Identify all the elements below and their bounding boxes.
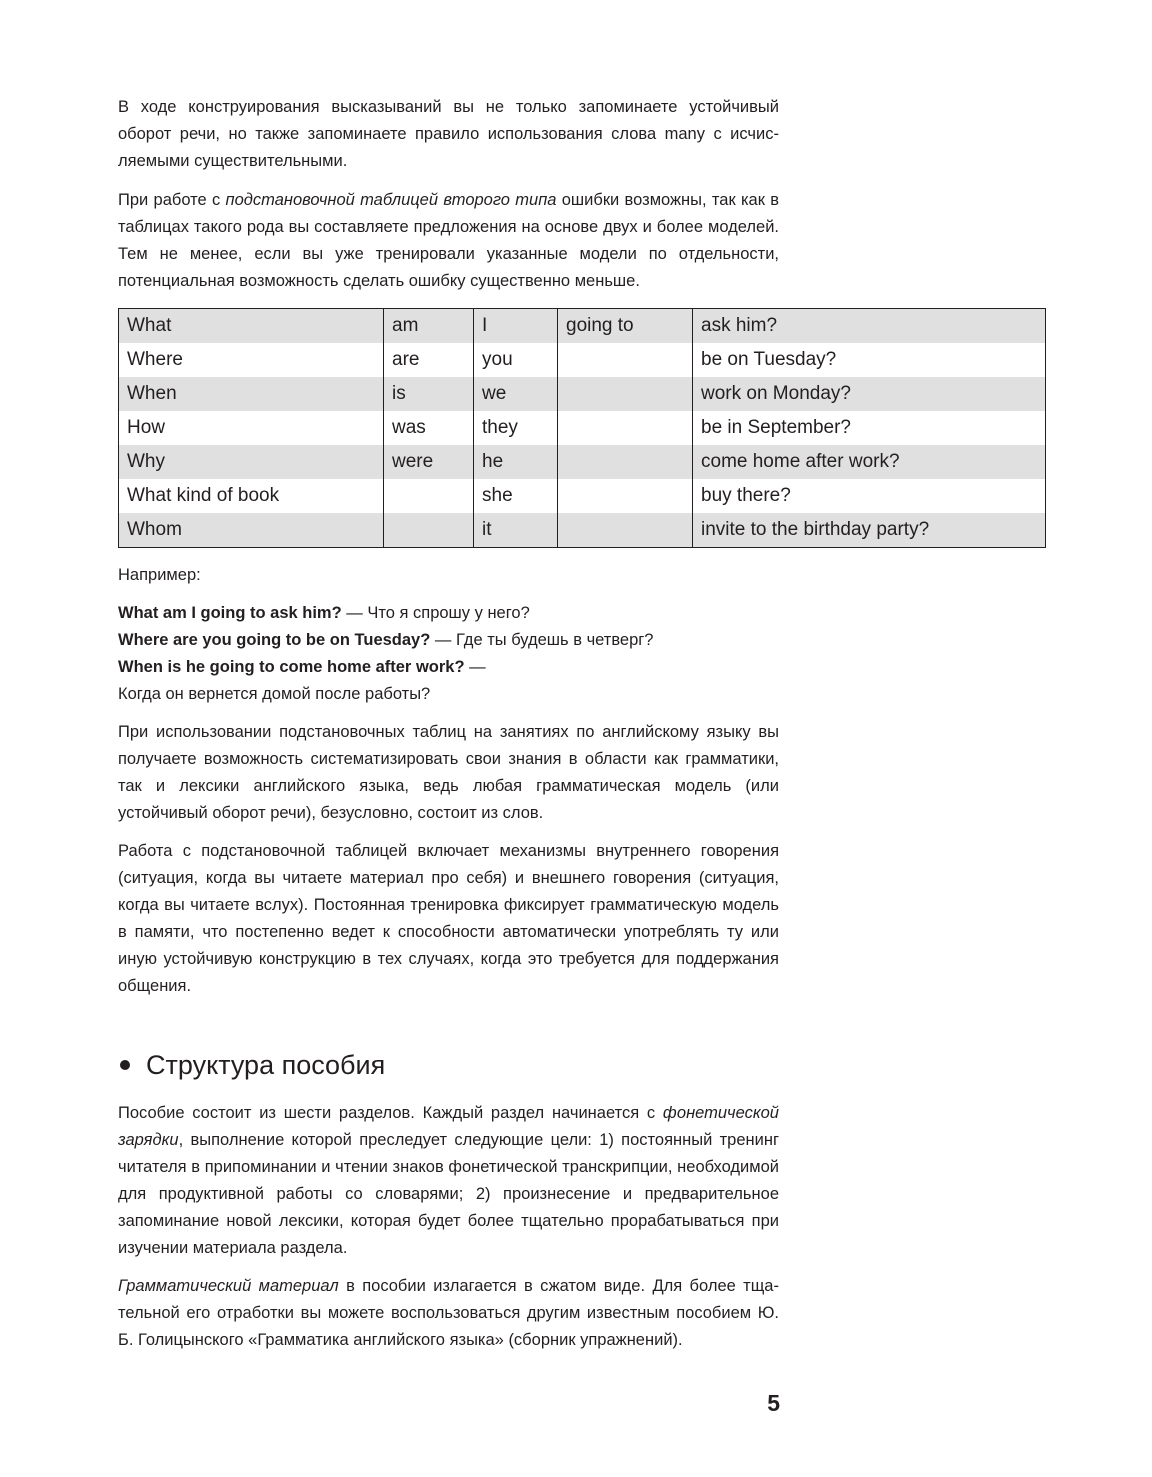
paragraph-structure xyxy=(118,1100,779,1262)
table-cell xyxy=(558,343,693,377)
paragraph-5-before: Пособие состоит из шести разделов. Каждый раздел начинается с xyxy=(118,1104,663,1122)
bullet-icon xyxy=(120,1060,130,1070)
table-cell: come home after work? xyxy=(693,445,1046,479)
example-russian: — xyxy=(464,658,486,676)
example-line xyxy=(118,654,779,681)
example-line xyxy=(118,600,779,627)
table-cell: What xyxy=(119,309,384,344)
table-cell xyxy=(558,479,693,513)
paragraph-2-italic: подстановочной таблицей второго типа xyxy=(225,191,557,209)
table-cell: were xyxy=(384,445,474,479)
page-number: 5 xyxy=(767,1390,780,1416)
example-english: When is he going to come home after work? xyxy=(118,658,465,676)
table-cell: invite to the birthday party? xyxy=(693,513,1046,548)
table-cell: Where xyxy=(119,343,384,377)
paragraph-speaking: Работа с подстановочной таблицей включает механизмы внутреннего говорения (ситуация, когда вы читаете материал про себя) и внешнего говорения (ситуация, когда вы читаете вслух). Постоянная тренировка фиксирует грамматическую модель в памяти, что постепенно ведет к способности автоматически употреблять ту или иную устойчивую конструкцию в тех случаях, когда это требуется для поддержания общения. xyxy=(118,842,779,995)
table-cell: Whom xyxy=(119,513,384,548)
table-row xyxy=(119,445,1046,479)
table-row xyxy=(119,343,1046,377)
example-label: Например: xyxy=(118,566,201,584)
table-cell xyxy=(384,513,474,548)
table-cell: she xyxy=(474,479,558,513)
table-cell: am xyxy=(384,309,474,344)
table-cell: we xyxy=(474,377,558,411)
paragraph-2-after: ошибки возможны, так как в таблицах такого рода вы составляете предложения на основе двух и более моделей. Тем не менее, если вы уже тренировали указанные модели по отдельности, потенциальная возможность сделать ошибку существенно меньше. xyxy=(118,191,780,290)
table-row xyxy=(119,309,1046,344)
table-cell: What kind of book xyxy=(119,479,384,513)
table-cell: ask him? xyxy=(693,309,1046,344)
table-row xyxy=(119,411,1046,445)
table-cell: going to xyxy=(558,309,693,344)
table-cell: buy there? xyxy=(693,479,1046,513)
table-cell xyxy=(558,377,693,411)
paragraph-5-italic: фонетической зарядки xyxy=(118,1104,779,1149)
table-cell xyxy=(558,445,693,479)
table-row xyxy=(119,513,1046,548)
example-english: What am I going to ask him? xyxy=(118,604,342,622)
table-cell: Why xyxy=(119,445,384,479)
table-cell: was xyxy=(384,411,474,445)
example-continuation: Когда он вернется домой после работы? xyxy=(118,685,431,703)
table-cell xyxy=(558,513,693,548)
paragraph-5-after: , выполнение которой преследует следующие цели: 1) постоянный тренинг читателя в припоминании и чтении знаков фонетической транскрипции, необходимой для продуктивной работы со словарями; 2) произнесение и предварительное запоминание новой лексики, которая будет более тщательно прорабатываться при изучении материала раздела. xyxy=(118,1131,779,1257)
table-cell xyxy=(384,479,474,513)
paragraph-grammar xyxy=(118,1273,779,1354)
substitution-table xyxy=(118,308,1046,548)
table-cell: he xyxy=(474,445,558,479)
example-sentences xyxy=(118,600,779,708)
example-english: Where are you going to be on Tuesday? xyxy=(118,631,431,649)
table-cell: be in September? xyxy=(693,411,1046,445)
paragraph-2-before: При работе с xyxy=(118,191,226,209)
substitution-table-wrapper xyxy=(118,308,1045,548)
table-cell: are xyxy=(384,343,474,377)
paragraph-systematize: При использовании подстановочных таблиц на занятиях по английскому языку вы получаете возможность систематизировать свои знания в области как грамматики, так и лексики английского языка, ведь любая грамматическая модель (или устойчивый оборот речи), безусловно, состоит из слов. xyxy=(118,723,779,822)
table-cell: is xyxy=(384,377,474,411)
table-cell: you xyxy=(474,343,558,377)
paragraph-6-after: в пособии излагается в сжатом виде. Для более тщательной его отработки вы можете воспользоваться другим известным пособием Ю. Б. Голицынского «Грамматика английского языка» (сборник упражнений). xyxy=(118,1277,779,1349)
table-cell: be on Tuesday? xyxy=(693,343,1046,377)
example-line xyxy=(118,627,779,654)
table-row xyxy=(119,479,1046,513)
table-cell: I xyxy=(474,309,558,344)
paragraph-table-type-two xyxy=(118,187,779,295)
table-cell: work on Monday? xyxy=(693,377,1046,411)
table-cell: it xyxy=(474,513,558,548)
section-heading xyxy=(118,1046,385,1084)
table-cell: How xyxy=(119,411,384,445)
table-cell xyxy=(558,411,693,445)
section-heading-text: Структура пособия xyxy=(146,1050,386,1080)
paragraph-6-italic: Грамматический материал xyxy=(118,1277,339,1295)
table-row xyxy=(119,377,1046,411)
table-cell: When xyxy=(119,377,384,411)
example-russian: — Что я спрошу у него? xyxy=(341,604,530,622)
example-russian: — Где ты будешь в четверг? xyxy=(430,631,654,649)
paragraph-intro: В ходе конструирования высказываний вы не только запоминаете устойчивый оборот речи, но также запоминаете правило использования слова many с исчисляемыми существительными. xyxy=(118,98,779,170)
table-cell: they xyxy=(474,411,558,445)
